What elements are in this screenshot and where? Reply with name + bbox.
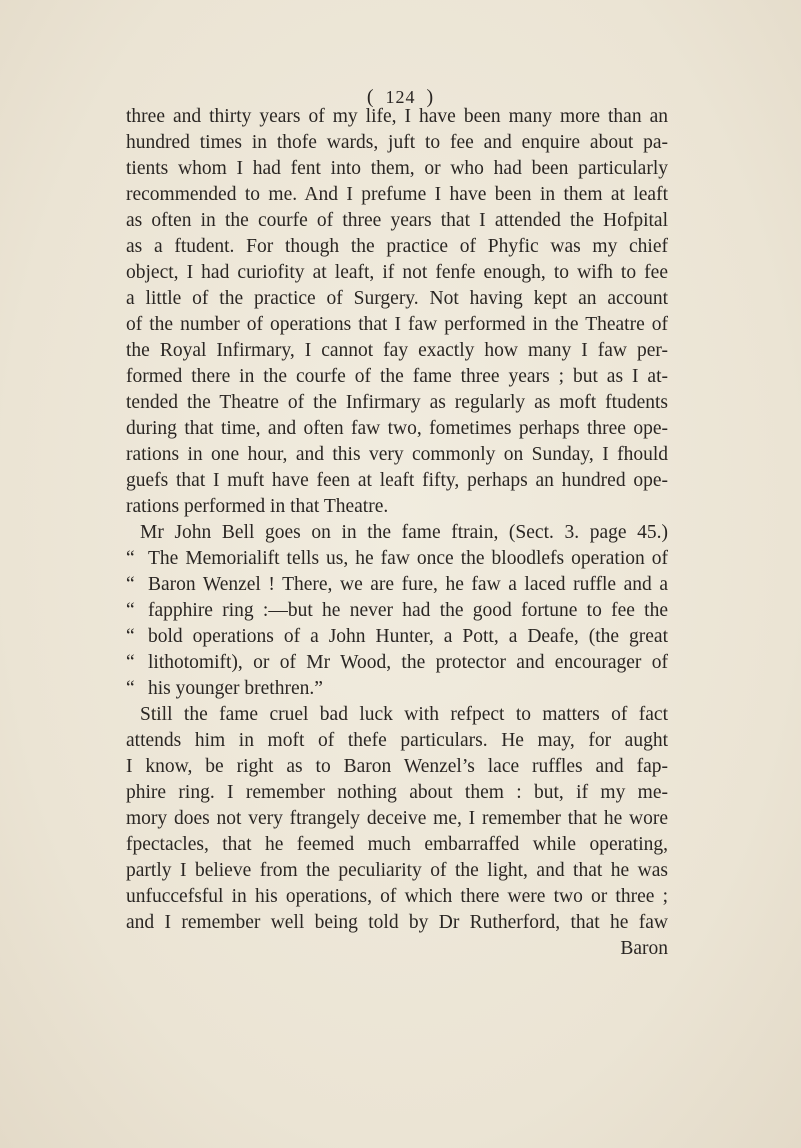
text-line: Baron Wenzel ! There, we are fure, he faw a laced ruffle and a bbox=[148, 574, 668, 595]
text-line: of the number of operations that I faw performed in the Theatre of bbox=[126, 314, 668, 335]
quote-mark: “ bbox=[126, 678, 135, 699]
quote-mark: “ bbox=[126, 652, 135, 673]
quote-mark: “ bbox=[126, 626, 135, 647]
text-line: unfuccefsful in his operations, of which there were two or three ; bbox=[126, 886, 668, 907]
text-line: bold operations of a John Hunter, a Pott, a Deafe, (the great bbox=[148, 626, 668, 647]
text-line: object, I had curiofity at leaft, if not fenfe enough, to wifh to fee bbox=[126, 262, 668, 283]
text-line: fpectacles, that he feemed much embarraffed while operating, bbox=[126, 834, 668, 855]
text-line: attends him in moft of thefe particulars. He may, for aught bbox=[126, 730, 668, 751]
text-line: formed there in the courfe of the fame three years ; but as I at- bbox=[126, 366, 668, 387]
text-line: recommended to me. And I prefume I have been in them at leaft bbox=[126, 184, 668, 205]
text-line: fapphire ring :—but he never had the good fortune to fee the bbox=[148, 600, 668, 621]
text-line: the Royal Infirmary, I cannot fay exactly how many I faw per- bbox=[126, 340, 668, 361]
quoted-line bbox=[126, 624, 668, 650]
quoted-line bbox=[126, 676, 668, 702]
text-line: phire ring. I remember nothing about them : but, if my me- bbox=[126, 782, 668, 803]
catchword: Baron bbox=[620, 938, 668, 959]
text-line: three and thirty years of my life, I have been many more than an bbox=[126, 106, 668, 127]
text-line: Still the fame cruel bad luck with refpect to matters of fact bbox=[140, 704, 668, 725]
text-line: tended the Theatre of the Infirmary as regularly as moft ftudents bbox=[126, 392, 668, 413]
text-line: guefs that I muft have feen at leaft fifty, perhaps an hundred ope- bbox=[126, 470, 668, 491]
text-line: Mr John Bell goes on in the fame ftrain, (Sect. 3. page 45.) bbox=[140, 522, 668, 543]
text-line: during that time, and often faw two, fometimes perhaps three ope- bbox=[126, 418, 668, 439]
text-line: mory does not very ftrangely deceive me, I remember that he wore bbox=[126, 808, 668, 829]
quoted-line bbox=[126, 598, 668, 624]
quote-mark: “ bbox=[126, 548, 135, 569]
text-line: The Memorialift tells us, he faw once the bloodlefs operation of bbox=[148, 548, 668, 569]
quote-mark: “ bbox=[126, 600, 135, 621]
text-line: rations in one hour, and this very commonly on Sunday, I fhould bbox=[126, 444, 668, 465]
text-line: I know, be right as to Baron Wenzel’s lace ruffles and fap- bbox=[126, 756, 668, 777]
body-text bbox=[126, 104, 668, 962]
text-line: hundred times in thofe wards, juft to fee and enquire about pa- bbox=[126, 132, 668, 153]
page-number: 124 bbox=[385, 87, 416, 107]
header-close-paren: ) bbox=[426, 86, 435, 108]
quoted-line bbox=[126, 650, 668, 676]
text-line: rations performed in that Theatre. bbox=[126, 496, 389, 517]
quoted-line bbox=[126, 572, 668, 598]
text-line: as often in the courfe of three years that I attended the Hofpital bbox=[126, 210, 668, 231]
text-line: as a ftudent. For though the practice of Phyfic was my chief bbox=[126, 236, 668, 257]
text-line: partly I believe from the peculiarity of the light, and that he was bbox=[126, 860, 668, 881]
text-line: lithotomift), or of Mr Wood, the protector and encourager of bbox=[148, 652, 668, 673]
header-open-paren: ( bbox=[366, 86, 375, 108]
quote-mark: “ bbox=[126, 574, 135, 595]
text-line: his younger brethren.” bbox=[148, 678, 323, 699]
text-line: a little of the practice of Surgery. Not having kept an account bbox=[126, 288, 668, 309]
text-line: tients whom I had fent into them, or who had been particularly bbox=[126, 158, 668, 179]
text-line: and I remember well being told by Dr Rutherford, that he faw bbox=[126, 912, 668, 933]
quoted-line bbox=[126, 546, 668, 572]
